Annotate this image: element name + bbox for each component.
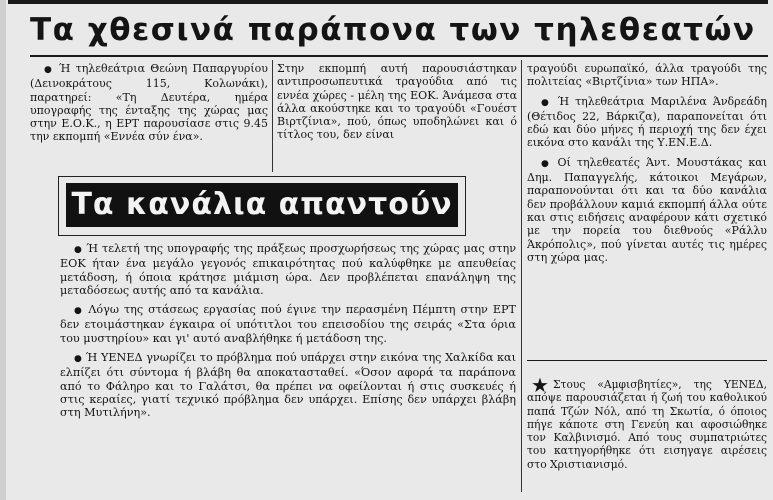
star-icon: ★ [531, 373, 549, 397]
column-rule [272, 60, 273, 172]
paragraph: τραγούδι ευρωπαϊκό, άλλα τραγούδι της πολιτείας «Βιρτζίνια» των ΗΠΑ». [527, 62, 767, 89]
star-note [527, 378, 767, 471]
bullet-icon: ● [74, 354, 82, 365]
answers-block [60, 242, 516, 420]
paragraph: ● Ή τελετή της υπογραφής της πράξεως προσχωρήσεως της χώρας μας στην ΕΟΚ ήταν ένα μεγάλο γεγονός επικαιρότητας πού καλύφθηκε με απευθείας μετάδοση, ή όποια κράτησε μιάμιση ώρα. Δεν προβλέπεται επανάληψη της μεταδόσεως αυτής από τα κανάλια. [60, 242, 516, 297]
bullet-icon: ● [541, 97, 552, 108]
bullet-icon: ● [74, 306, 84, 317]
paragraph: ● Οί τηλεθεατές Άντ. Μουστάκας και Δημ. Παπαγγελής, κάτοικοι Μεγάρων, παραπονούνται ότι και τα δύο κανάλια δεν προβάλλουν καμιά εκπομπή άλλα ούτε και στις ειδήσεις αναφέρουν κάτι σχετικό με την πορεία του διεθνούς «Ράλλυ Άκρόπολις», πού γίνεται αυτές τις ημέρες στη χώρα μας. [527, 155, 767, 264]
headline: Τα χθεσινά παράπονα των τηλεθεατών [30, 12, 756, 48]
article-col-2 [277, 62, 517, 142]
headline-rule [30, 55, 768, 57]
bullet-icon: ● [74, 245, 83, 255]
column-rule [521, 60, 522, 492]
paragraph: ● Ή τηλεθεάτρια Θεώνη Παπαργυρίου (Δεινοκράτους 115, Κολωνάκι), παρατηρεί: «Τη Δευτέρα, ημέρα υπογραφής της ένταξης της χώρας μας στην Ε.Ο.Κ., η ΕΡΤ παρουσίασε στις 9.45 την εκπομπή «Εννέα σύν ένα». [30, 62, 268, 144]
paragraph: ● Ή ΥΕΝΕΔ γνωρίζει το πρόβλημα πού υπάρχει στην εικόνα της Χαλκίδα και ελπίζει ότι σύντομα ή βλάβη θα αποκατασταθεί. «Όσον αφορά τα παράπονα από το Φάληρο και το Γαλάτσι, θα πρέπει να οφείλονται ή στις συσκευές ή στις κεραίες, γιατί τεχνικό πρόβλημα δεν υπάρχει. Επίσης δεν υπάρχει βλάβη στη Μυτιλήνη». [60, 351, 516, 420]
page-edge [0, 0, 6, 500]
article-col-3 [527, 62, 767, 264]
bullet-icon: ● [44, 65, 54, 75]
bullet-icon: ● [541, 158, 552, 169]
paragraph: ● Ή τηλεθεάτρια Μαριλένα Άνδρεάδη (Θέτιδος 22, Βάρκιζα), παραπονείται ότι εδώ και δύο μήνες ή περιοχή της δεν έχει εικόνα στο κανάλι της Υ.ΕΝ.Ε.Δ. [527, 94, 767, 150]
article-col-1 [30, 62, 268, 144]
paragraph: Στους «Αμφισβητίες», της ΥΕΝΕΔ, απόψε παρουσιάζεται ή ζωή του καθολικού παπά Τζών Νόλ, από τη Σκωτία, ό όποιος πήγε κάποτε στη Γενεύη και αφοσιώθηκε τον Καλβινισμό. Από τους συμπατριώτες του κατηγορήθηκε ότι εισηγαγε αιρέσεις στο Χριστιανισμό. [527, 378, 767, 471]
paragraph: Στην εκπομπή αυτή παρουσιάστηκαν αντιπροσωπευτικά τραγούδια από τις εννέα χώρες - μέλη της ΕΟΚ. Άνάμεσα στα άλλα ακούστηκε και το τραγούδι «Γουέστ Βιρτζίνια», πού, όπως υποδηλώνει και ό τίτλος του, δεν είναι [277, 62, 517, 142]
top-rule [8, 0, 768, 4]
paragraph: ● Λόγω της στάσεως εργασίας πού έγινε την περασμένη Πέμπτη στην ΕΡΤ δεν ετοιμάστηκαν έγκαιρα οί υπότιτλοι του επεισοδίου της σειράς «Στα όρια του μυστηρίου» και γι' αυτό αναβλήθηκε ή μετάδοση της. [60, 303, 516, 345]
column-divider [527, 360, 767, 361]
section-banner: Τα κανάλια απαντούν [66, 183, 458, 227]
